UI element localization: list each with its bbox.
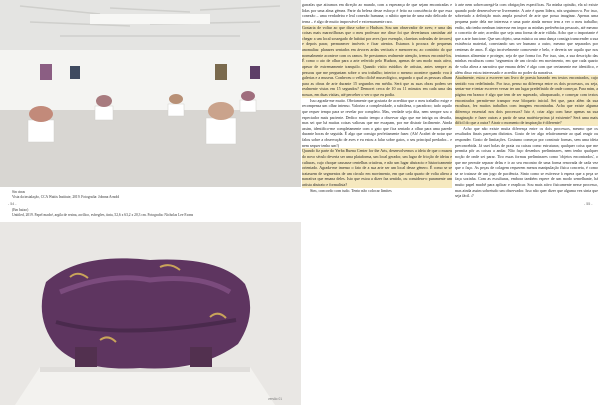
text-column-2 [455, 2, 598, 402]
col1-highlight-paragraph: Gostaria de voltar ao que disse sobre o Hudson. Sou um observador de aves; e uma das coisas mais maravilhosas que o meu professor me disse foi que deveríamos caminhar até chegar a um local sossegado de habitat por aves (por exemplo, clareiras rodeadas de árvores) e depois parar, permanecer imóveis e ficar atentos. Estamos à procura de pequenas anomalias: planares sentados em árvores ardas verticais e menores-as; ao contrário do que normalmente acontece com os ramos. Se prestarmos realmente atenção, iremos encontrá-los. É como o ato de olhar para a arte referido pelo Hudson, apenas de um modo mais ativo, apesar de extremamente tranquilo. Quando visito estúdios de artistas, antes sempre as pessoas que me perguntam sobre o seu trabalho; interior o mesmo acontece quando vou à galerias e a museus. Conheceu o velho clichê museológico, segundo o qual as pessoas olham para as obras de arte durante 15 segundos em média. Será que as suas obras podem ser realmente vistas em 15 segundos? Demorei cerca de 10 ou 11 minutos em cada uma das nossas, em duas visitas, até perceber o ver o que eu podia. [302, 24, 452, 97]
col2-paragraph: à arte nem sobrecarregá-la com obrigações específicas. Na minha opinião, ela só existe quando pode desenvolver-se livremente. A arte é quem lidera, nós seguimos-a. Por isso, sobretudo a definição mais ampla possível de arte que possa imaginar. Apenas uma pequena parte dela me interessa e uma parte ainda menor tem a ver o meu trabalho; então, não tenho nenhum interesse em impor as minhas preferências pessoais, até mesmo o conceito de arte; acredito que seja uma forma de arte válida. Acho que o importante é que a arte funcione. Que um objeto, uma música ou uma dança consiga transcender a sua existência material, conectando um ser humano a outro, mesmo que separados por centenas de anos. É algo incrivelmente comovente e belo, e deveria ser aquilo que nos tentamos alimentar e proteger, seja de que forma for. Por isso, sim, a sua descrição das minhas esculturas como 'segmentos de um círculo em movimento, em que cada quarto de volta altera a narrativa que emana deles' é algo com que certamente me identifico, e além disso estou interessado e acredito no poder da narrativa. [455, 2, 598, 75]
text-column-1 [302, 2, 452, 402]
purple-sculpture-illustration [0, 222, 301, 405]
col1-highlight-paragraph: Quando fiz parte do Yerba Buena Center for the Arts, desenvolvemos a ideia de que o museu do novo século deveria ser uma plataforma, um local gerador, um lugar de fricção de ideias e culturas, cujo choque causasse centelhas criativas, e não um lugar abstracto e historicamente orientado. Agrada-me imenso o fato de a sua arte ser um local desse género. É como se se tratassem de segmentos de um círculo em movimento, em que cada quarto de volta altera a narrativa que emana deles. Isto que estou a dizer faz sentido, ou considera-o puramente um artista abstrato e formalista? [302, 148, 452, 187]
page-number: versão 01 [268, 397, 282, 401]
gallery-installation-photo [0, 0, 301, 187]
caption-second-text: Untitled, 2019. Papel maché, argila de resina, acrílico, esfregões, tinta, 52,6 x 63,2 x 20,3 cm. Fotografia: Nicholas Lee Evans [12, 213, 194, 217]
folio-right: - 55 - [584, 202, 593, 206]
caption-first-title: Sin cinas [12, 190, 26, 194]
col2-highlight-paragraph: Atualmente, estou a escrever um livro de poesia baseado em textos encontrados, cujo sentido vou redefinindo. Por isso, penso na diferença entre os dois processos, ou seja, sentar-me e tentar escrever versar ter um lugar predefinido de onde começar. Para mim, a página em branco é algo que tem de ser superado, ultrapassado, e começar com textos encontrados permite-me transpor esse bloqueio inicial. Sei que, para além da sua escultura, fez muitos trabalhos com imagens encontradas. Acha que existe alguma diferença essencial nos dois processos? Isto é, criar algo com base apenas na sua imaginação e fazer outras a partir de uma matéria-prima já existente? Será uma mais difícil do que a outra? Atrair o momento de inspiração é diferente? [455, 75, 598, 126]
col1-paragraph: Sim, concordo com tudo. Tento não colocar limites [310, 187, 392, 193]
folio-left: - 54 - [8, 202, 17, 206]
gallery-illustration [0, 0, 301, 187]
end-mark: // [471, 193, 474, 199]
col2-paragraph [455, 126, 598, 199]
caption-second-title: (Em baixo) [12, 208, 29, 212]
caption-first-text: Vista da instalação, CCA Wattis Institute, 2019. Fotografia: Johnna Arnold [12, 195, 120, 199]
col1-paragraph: garrafas que atiramos em direção ao mundo, com a esperança de que sejam encontradas e lidas por uma alma gémea. Parte da beleza desse esforço é feito na consciência de que essa conexão – uma verdadeira e leal conexão humana; o súbito apertar de uma mão delicado de terna – é algo de muito improvável e extremamente raro. [302, 2, 452, 24]
sculpture-photo [0, 222, 301, 405]
col1-paragraph: Isso agrada-me muito. Obviamente que gostaria de acreditar que o meu trabalho exige e recompensa um olhar intenso. Valorizo a complexidade, a subtileza, o paradoxo; tudo aquilo que requer tempo para se revelar por completo. Mas, verdade seja dita, nem sempre sou o espectador mais paciente. Dedico muito tempo a observar algo que me intriga ou desafia, mas sei que há muitas coisas valiosas que me escapam, por me distrair facilmente. Ainda assim, identifico-me completamente com o gato que fica sentado a olhar para uma parede durante horas de seguida. É algo que consigo perfeitamente fazer. (Ah! Acabei de notar que falou sobre a observação de aves e eu estou a falar sobre gatos, o seu principal predador... e nem sequer tenho um!) [302, 97, 452, 148]
col2-last-paragraph: Acho que não existe muita diferença entre os dois processos, mesmo que os resultados finais pareçam distintos. Gosto de ter algo relativamente ao qual reagir ou responder. Gosto de limitações. Costumo começar por construir formas, sem uma ideia preconcebida. Já usei bolas de praia ou caixas como estruturas; qualquer coisa que me permita pôr as coisas a andar. Não faço desenhos preliminares, nem tenho qualquer noção de onde sei parar. Tiro essas formas preliminares como 'objetos encontrados', o que me permite separar delas e ir ao seu encontro de uma forma renovada de cada vez que o faço. As peças de colagem requerem menos manipulação física concreta, é como se se tratasse de um jogo de paciência. Sinto como se estivesse à espera que a peça se faça sozinha. Com as esculturas, embora também espere de um modo semelhante, há muito papel machê para aplicar e reaplicar. Sou mais ativo fisicamente nesse processo, mas ainda assim sobretudo um observador. Isso não quer dizer que alguma vez sinta que seja fácil. [455, 125, 598, 199]
